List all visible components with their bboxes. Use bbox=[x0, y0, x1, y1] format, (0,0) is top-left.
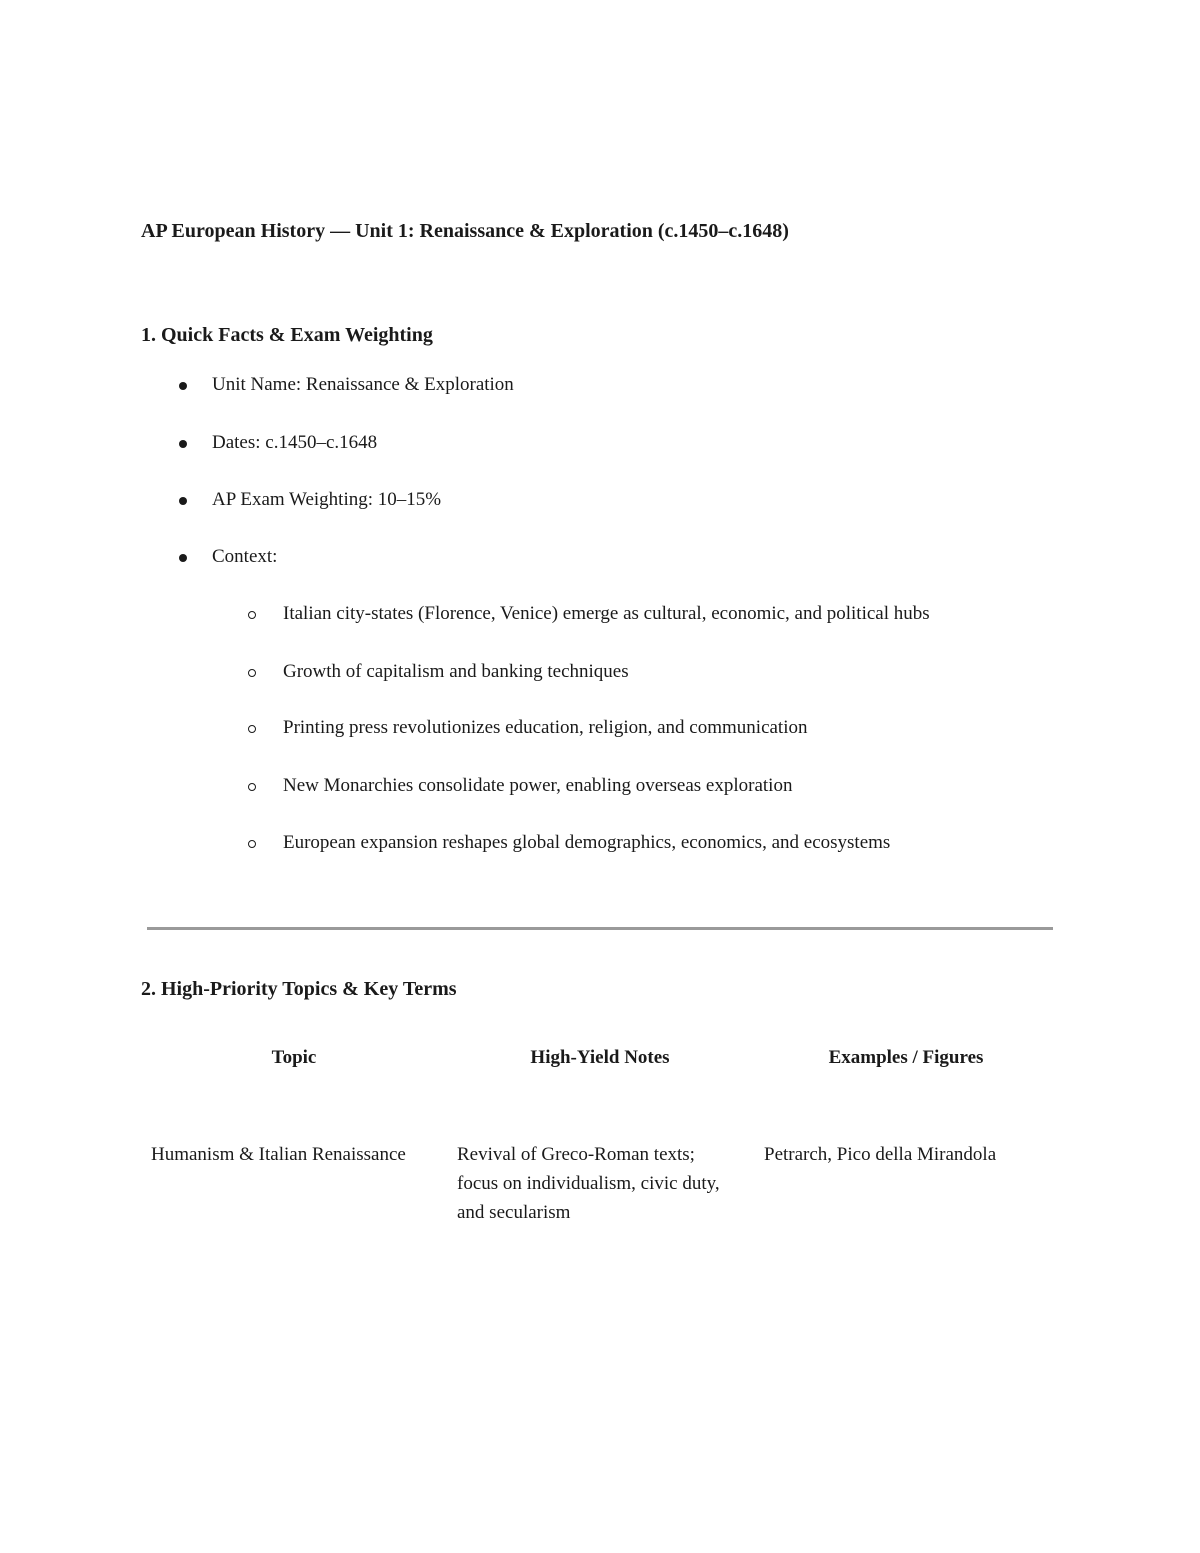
hollow-bullet-icon bbox=[248, 725, 256, 733]
sub-list-item-text: Printing press revolutionizes education, religion, and communication bbox=[283, 717, 808, 738]
list-item-text: Dates: c.1450–c.1648 bbox=[212, 432, 378, 453]
hollow-bullet-icon bbox=[248, 840, 256, 848]
table-header-topic: Topic bbox=[271, 1047, 317, 1068]
list-item bbox=[212, 545, 277, 569]
list-item-text: Unit Name: Renaissance & Exploration bbox=[212, 374, 514, 395]
sub-list-item bbox=[283, 716, 808, 740]
table-header-examples: Examples / Figures bbox=[828, 1047, 984, 1068]
sub-list-item-text: New Monarchies consolidate power, enabling overseas exploration bbox=[283, 775, 793, 796]
bullet-icon bbox=[179, 497, 187, 505]
table-cell-notes: Revival of Greco-Roman texts; focus on individualism, civic duty, and secularism bbox=[457, 1144, 720, 1223]
sub-list-item-text: European expansion reshapes global demographics, economics, and ecosystems bbox=[283, 832, 891, 853]
sub-list-item-text: Growth of capitalism and banking techniques bbox=[283, 661, 629, 682]
hollow-bullet-icon bbox=[248, 783, 256, 791]
sub-list-item-text: Italian city-states (Florence, Venice) emerge as cultural, economic, and political hubs bbox=[283, 603, 930, 624]
list-item bbox=[212, 488, 441, 512]
list-item-text: Context: bbox=[212, 546, 278, 567]
bullet-icon bbox=[179, 440, 187, 448]
horizontal-divider bbox=[147, 927, 1053, 930]
bullet-icon bbox=[179, 382, 187, 390]
section-heading-topics: 2. High-Priority Topics & Key Terms bbox=[141, 978, 457, 1000]
hollow-bullet-icon bbox=[248, 669, 256, 677]
list-item bbox=[212, 373, 514, 397]
table-cell-examples: Petrarch, Pico della Mirandola bbox=[764, 1144, 997, 1165]
sub-list-item bbox=[283, 831, 890, 855]
list-item bbox=[212, 431, 377, 455]
sub-list-item bbox=[283, 602, 930, 626]
section-heading-quick-facts: 1. Quick Facts & Exam Weighting bbox=[141, 324, 433, 346]
list-item-text: AP Exam Weighting: 10–15% bbox=[212, 489, 442, 510]
bullet-icon bbox=[179, 554, 187, 562]
sub-list-item bbox=[283, 660, 629, 684]
document-title: AP European History — Unit 1: Renaissance & Exploration (c.1450–c.1648) bbox=[141, 220, 789, 242]
hollow-bullet-icon bbox=[248, 611, 256, 619]
table-cell-topic: Humanism & Italian Renaissance bbox=[151, 1144, 406, 1165]
sub-list-item bbox=[283, 774, 792, 798]
table-header-notes: High-Yield Notes bbox=[530, 1047, 670, 1068]
